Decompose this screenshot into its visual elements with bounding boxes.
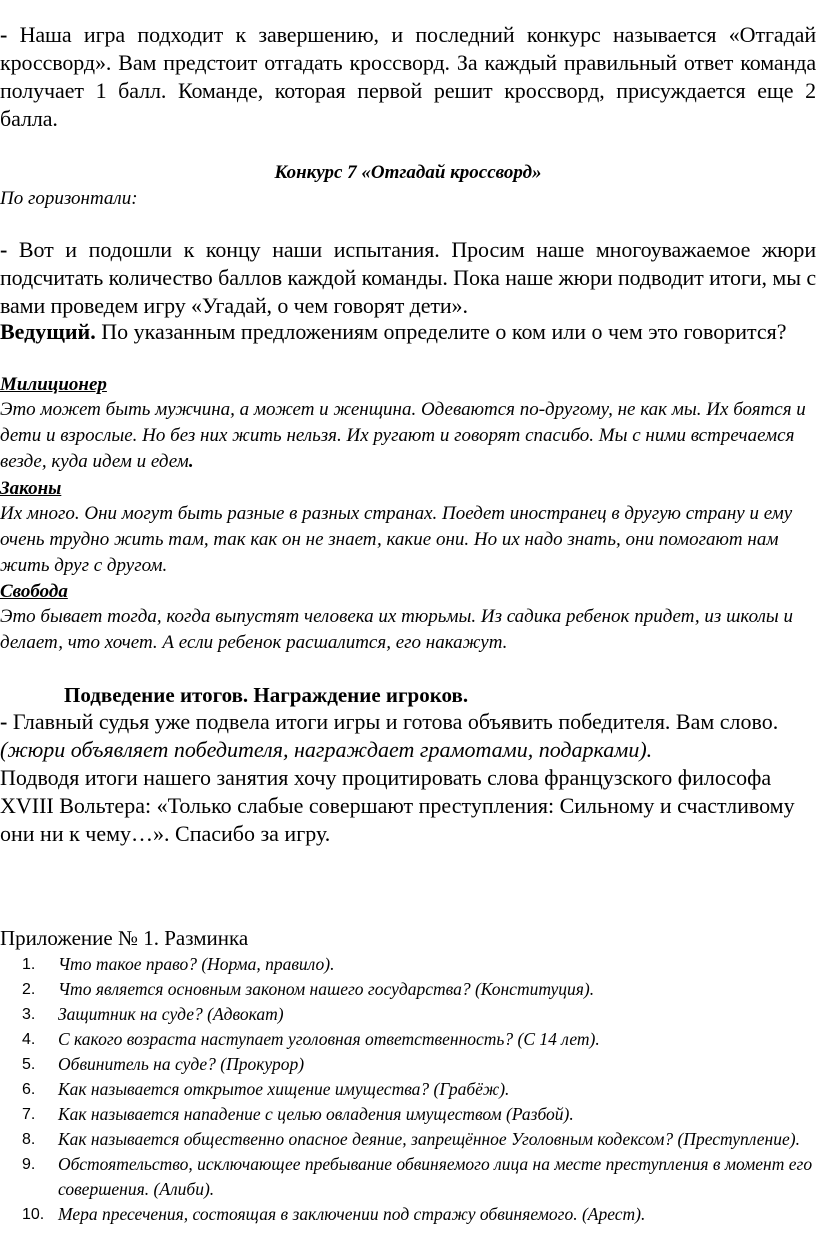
host-label: Ведущий. xyxy=(0,319,96,344)
closing-paragraph xyxy=(0,708,816,848)
jury-text: Вот и подошли к концу наши испытания. Просим наше многоуважаемое жюри подсчитать количество баллов каждой команды. Пока наше жюри подводит итоги, мы с вами проведем игру «Угадай, о чем говорят дети». xyxy=(0,237,816,318)
appendix-title: Приложение № 1. Разминка xyxy=(0,926,249,950)
riddle-text xyxy=(0,397,816,475)
list-item-number: 6. xyxy=(22,1081,36,1098)
riddle-text-body: Это может быть мужчина, а может и женщина. Одеваются по-другому, не как мы. Их боятся и дети и взрослые. Но без них жить нельзя. Их ругают и говорят спасибо. Мы с ними встречаемся везде, куда идем и едем xyxy=(0,399,806,472)
list-item-text: Как называется нападение с целью овладения имуществом (Разбой). xyxy=(58,1104,574,1124)
jury-paragraph xyxy=(0,236,816,320)
intro-paragraph xyxy=(0,21,816,133)
host-text: По указанным предложениям определите о ком или о чем это говорится? xyxy=(95,319,787,344)
list-item xyxy=(0,1127,816,1152)
riddle-text: Их много. Они могут быть разные в разных странах. Поедет иностранец в другую страну и ему очень трудно жить там, так как он не знает, какие они. Но их надо знать, они помогают нам жить друг с другом. xyxy=(0,503,793,576)
riddle-answer: Милиционер xyxy=(0,374,107,395)
closing-text-2: Подводя итоги нашего занятия хочу процитировать слова французского философа XVIII Вольтера: «Только слабые совершают преступления: Сильному и счастливому они ни к чему…». Спасибо за игру. xyxy=(0,765,795,846)
closing-text-1: Главный судья уже подвела итоги игры и готова объявить победителя. Вам слово. xyxy=(7,709,779,734)
riddle-1 xyxy=(0,373,816,475)
list-item-text: Мера пресечения, состоящая в заключении под стражу обвиняемого. (Арест). xyxy=(58,1204,646,1224)
list-item xyxy=(0,977,816,1002)
list-item-text: Обвинитель на суде? (Прокурор) xyxy=(58,1054,305,1074)
list-item-text: Что является основным законом нашего государства? (Конституция). xyxy=(58,979,595,999)
list-item-number: 4. xyxy=(22,1031,36,1048)
list-item-text: Что такое право? (Норма, правило). xyxy=(58,954,335,974)
riddle-2 xyxy=(0,477,816,579)
riddle-3 xyxy=(0,580,816,656)
list-item xyxy=(0,1152,816,1202)
list-item xyxy=(0,1052,816,1077)
riddle-text: Это бывает тогда, когда выпустят человека их тюрьмы. Из садика ребенок придет, из школы и делает, что хочет. А если ребенок расшалится, его накажут. xyxy=(0,606,794,653)
list-item xyxy=(0,1002,816,1027)
list-item-text: Обстоятельство, исключающее пребывание обвиняемого лица на месте преступления в момент его совершения. (Алиби). xyxy=(58,1154,813,1199)
horizontal-label: По горизонтали: xyxy=(0,188,138,209)
list-item-number: 5. xyxy=(22,1056,36,1073)
list-item-number: 9. xyxy=(22,1156,36,1173)
list-item xyxy=(0,952,816,977)
list-item xyxy=(0,1202,816,1227)
riddle-answer: Свобода xyxy=(0,581,68,602)
list-item xyxy=(0,1102,816,1127)
list-item-number: 2. xyxy=(22,981,36,998)
host-paragraph xyxy=(0,318,816,346)
contest-title: Конкурс 7 «Отгадай кроссворд» xyxy=(274,162,542,183)
summary-title: Подведение итогов. Награждение игроков. xyxy=(64,683,469,707)
list-item xyxy=(0,1027,816,1052)
list-item-number: 1. xyxy=(22,956,36,973)
list-item xyxy=(0,1077,816,1102)
intro-text: Наша игра подходит к завершению, и последний конкурс называется «Отгадай кроссворд». Вам предстоит отгадать кроссворд. За каждый правильный ответ команда получает 1 балл. Команде, которая первой решит кроссворд, присуждается еще 2 балла. xyxy=(0,22,816,131)
intro-dash: - xyxy=(0,22,8,47)
list-item-number: 3. xyxy=(22,1006,36,1023)
list-item-text: Защитник на суде? (Адвокат) xyxy=(58,1004,284,1024)
list-item-text: Как называется общественно опасное деяние, запрещённое Уголовным кодексом? (Преступление). xyxy=(58,1129,800,1149)
closing-italic-note: (жюри объявляет победителя, награждает грамотами, подарками). xyxy=(0,737,653,762)
list-item-number: 8. xyxy=(22,1131,36,1148)
warmup-question-list xyxy=(0,952,816,1227)
list-item-number: 7. xyxy=(22,1106,36,1123)
list-item-number: 10. xyxy=(22,1206,45,1223)
riddle-text-end: . xyxy=(188,451,194,472)
list-item-text: С какого возраста наступает уголовная ответственность? (С 14 лет). xyxy=(58,1029,600,1049)
closing-dash: - xyxy=(0,709,8,734)
list-item-text: Как называется открытое хищение имущества? (Грабёж). xyxy=(58,1079,510,1099)
jury-dash: - xyxy=(0,237,8,262)
riddle-answer: Законы xyxy=(0,478,62,499)
